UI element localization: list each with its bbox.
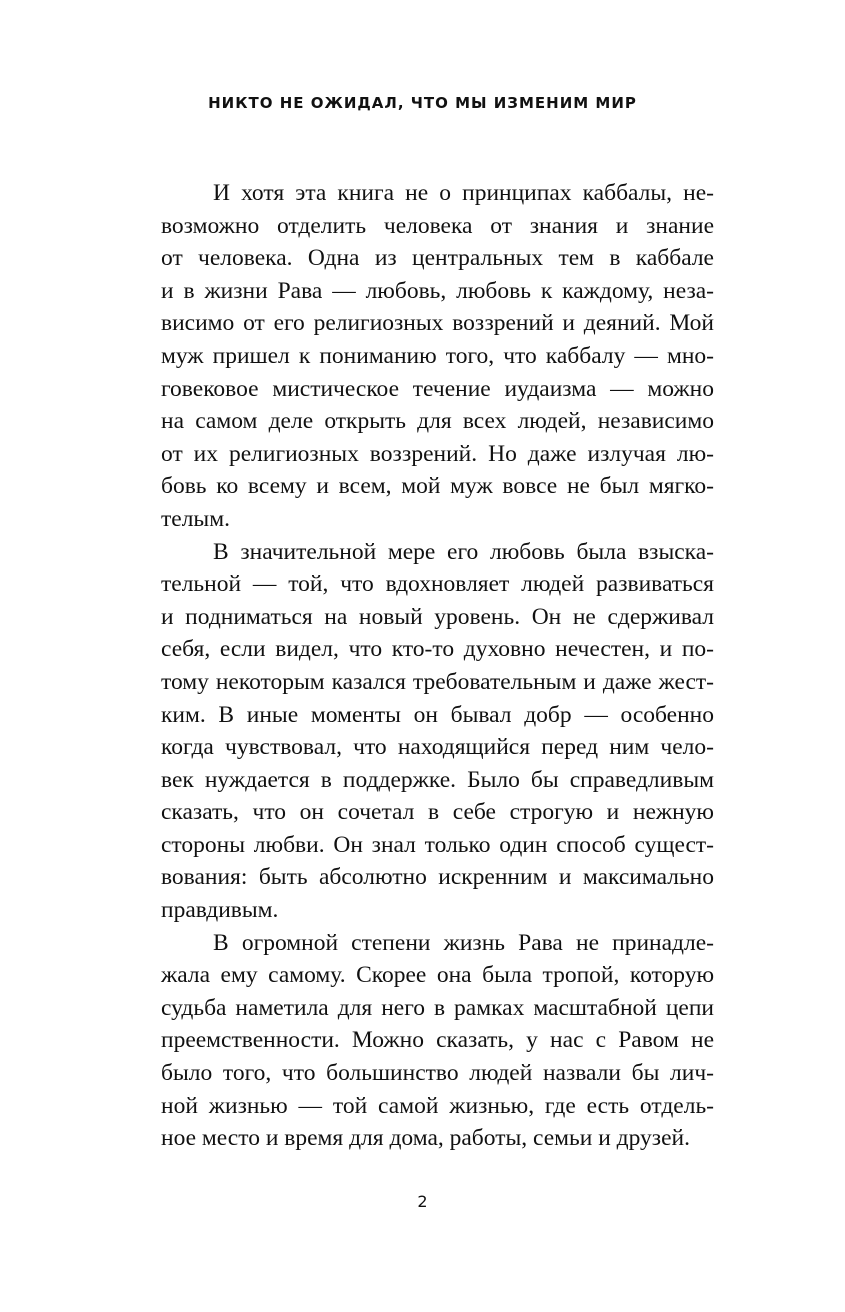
text-line: бовь ко всему и всем, мой муж вовсе не был мягко- [161, 473, 714, 500]
text-line: В огромной степени жизнь Рава не принадле- [213, 929, 714, 956]
text-line: сказать, что он сочетал в себе строгую и нежную [161, 799, 714, 826]
page-number: 2 [417, 1192, 428, 1211]
text-line: когда чувствовал, что находящийся перед ним чело- [161, 734, 714, 761]
text-line: ной жизнью — той самой жизнью, где есть отдель- [161, 1092, 714, 1119]
paragraph [161, 536, 714, 927]
text-line: и подниматься на новый уровень. Он не сдерживал [161, 603, 714, 630]
text-line: висимо от его религиозных воззрений и деяний. Мой [161, 310, 714, 337]
text-line: телым. [161, 505, 230, 532]
text-line: В значительной мере его любовь была взыска- [213, 538, 714, 565]
text-line: жала ему самому. Скорее она была тропой, которую [161, 962, 714, 989]
text-line: на самом деле открыть для всех людей, независимо [161, 408, 714, 435]
text-line: преемственности. Можно сказать, у нас с Равом не [161, 1027, 714, 1054]
text-line: век нуждается в поддержке. Было бы справедливым [161, 766, 714, 793]
text-line: ким. В иные моменты он бывал добр — особенно [161, 701, 714, 728]
text-line: от человека. Одна из центральных тем в каббале [161, 245, 714, 272]
paragraph [161, 927, 714, 1155]
text-line: тому некоторым казался требовательным и даже жест- [161, 668, 714, 695]
text-line: и в жизни Рава — любовь, любовь к каждому, неза- [161, 277, 714, 304]
text-line: вования: быть абсолютно искренним и максимально [161, 864, 714, 891]
text-line: говековое мистическое течение иудаизма — можно [161, 375, 714, 402]
text-line: муж пришел к пониманию того, что каббалу — мно- [161, 342, 714, 369]
body-text [161, 177, 714, 1155]
text-line: стороны любви. Он знал только один способ сущест- [161, 831, 714, 858]
running-head: НИКТО НЕ ОЖИДАЛ, ЧТО МЫ ИЗМЕНИМ МИР [208, 94, 637, 112]
text-line: было того, что большинство людей назвали бы лич- [161, 1060, 714, 1087]
text-line: правдивым. [161, 897, 279, 924]
text-line: ное место и время для дома, работы, семьи и друзей. [161, 1125, 690, 1152]
text-line: себя, если видел, что кто-то духовно нечестен, и по- [161, 636, 714, 663]
paragraph [161, 177, 714, 536]
text-line: тельной — той, что вдохновляет людей развиваться [161, 571, 714, 598]
text-line: И хотя эта книга не о принципах каббалы, не- [213, 180, 714, 206]
text-line: возможно отделить человека от знания и знание [161, 212, 714, 239]
text-line: от их религиозных воззрений. Но даже излучая лю- [161, 440, 714, 467]
text-line: судьба наметила для него в рамках масштабной цепи [161, 994, 714, 1021]
